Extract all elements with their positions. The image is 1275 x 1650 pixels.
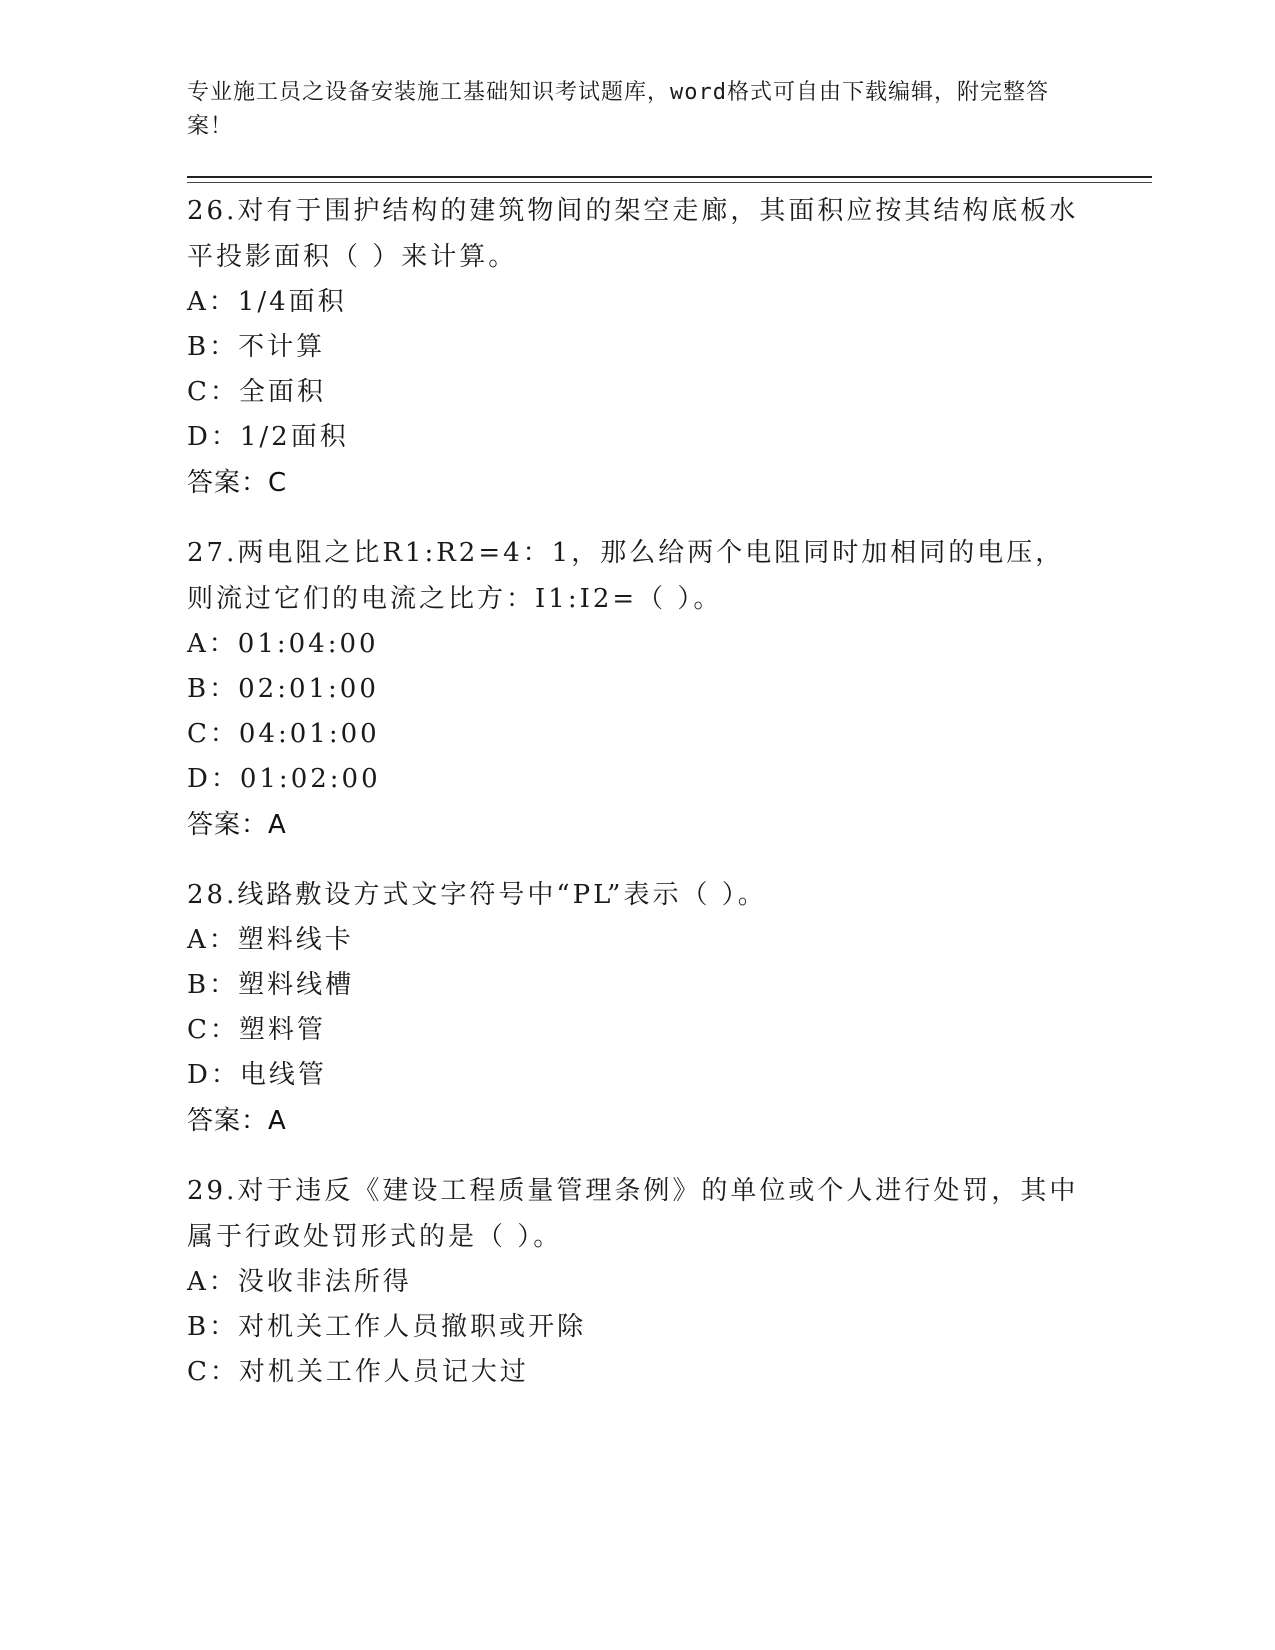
option-d: D：1/2面积 [187,422,349,452]
question-list [187,188,1087,1419]
option-b: B：对机关工作人员撤职或开除 [187,1312,587,1342]
header-divider-thick [187,176,1152,178]
option-c: C：04:01:00 [187,719,380,749]
option-a: A：没收非法所得 [187,1267,412,1297]
question-27 [187,530,1087,848]
option-c: C：全面积 [187,377,326,407]
question-29 [187,1168,1087,1395]
option-a: A：1/4面积 [187,287,347,317]
question-26 [187,188,1087,506]
option-b: B：不计算 [187,332,326,362]
answer-line: 答案：A [187,1106,287,1136]
answer-line: 答案：C [187,468,288,498]
option-b: B：塑料线槽 [187,970,355,1000]
option-a: A：塑料线卡 [187,925,354,955]
option-c: C：对机关工作人员记大过 [187,1357,529,1387]
question-stem: 28.线路敷设方式文字符号中“PL”表示（ ）。 [187,880,767,910]
option-b: B：02:01:00 [187,674,379,704]
option-d: D：01:02:00 [187,764,381,794]
option-d: D：电线管 [187,1060,327,1090]
option-c: C：塑料管 [187,1015,326,1045]
answer-line: 答案：A [187,810,287,840]
option-a: A：01:04:00 [187,629,379,659]
question-stem: 29.对于违反《建设工程质量管理条例》的单位或个人进行处罚，其中属于行政处罚形式的是（ ）。 [187,1176,1079,1252]
question-stem: 26.对有于围护结构的建筑物间的架空走廊，其面积应按其结构底板水平投影面积（ ）来计算。 [187,196,1079,272]
document-header: 专业施工员之设备安装施工基础知识考试题库，word格式可自由下载编辑，附完整答案！ [187,80,1049,139]
question-28 [187,872,1087,1144]
question-stem: 27.两电阻之比R1:R2=4：1，那么给两个电阻同时加相同的电压，则流过它们的电流之比方：I1:I2=（ ）。 [187,538,1065,614]
header-divider-thin [187,182,1152,183]
